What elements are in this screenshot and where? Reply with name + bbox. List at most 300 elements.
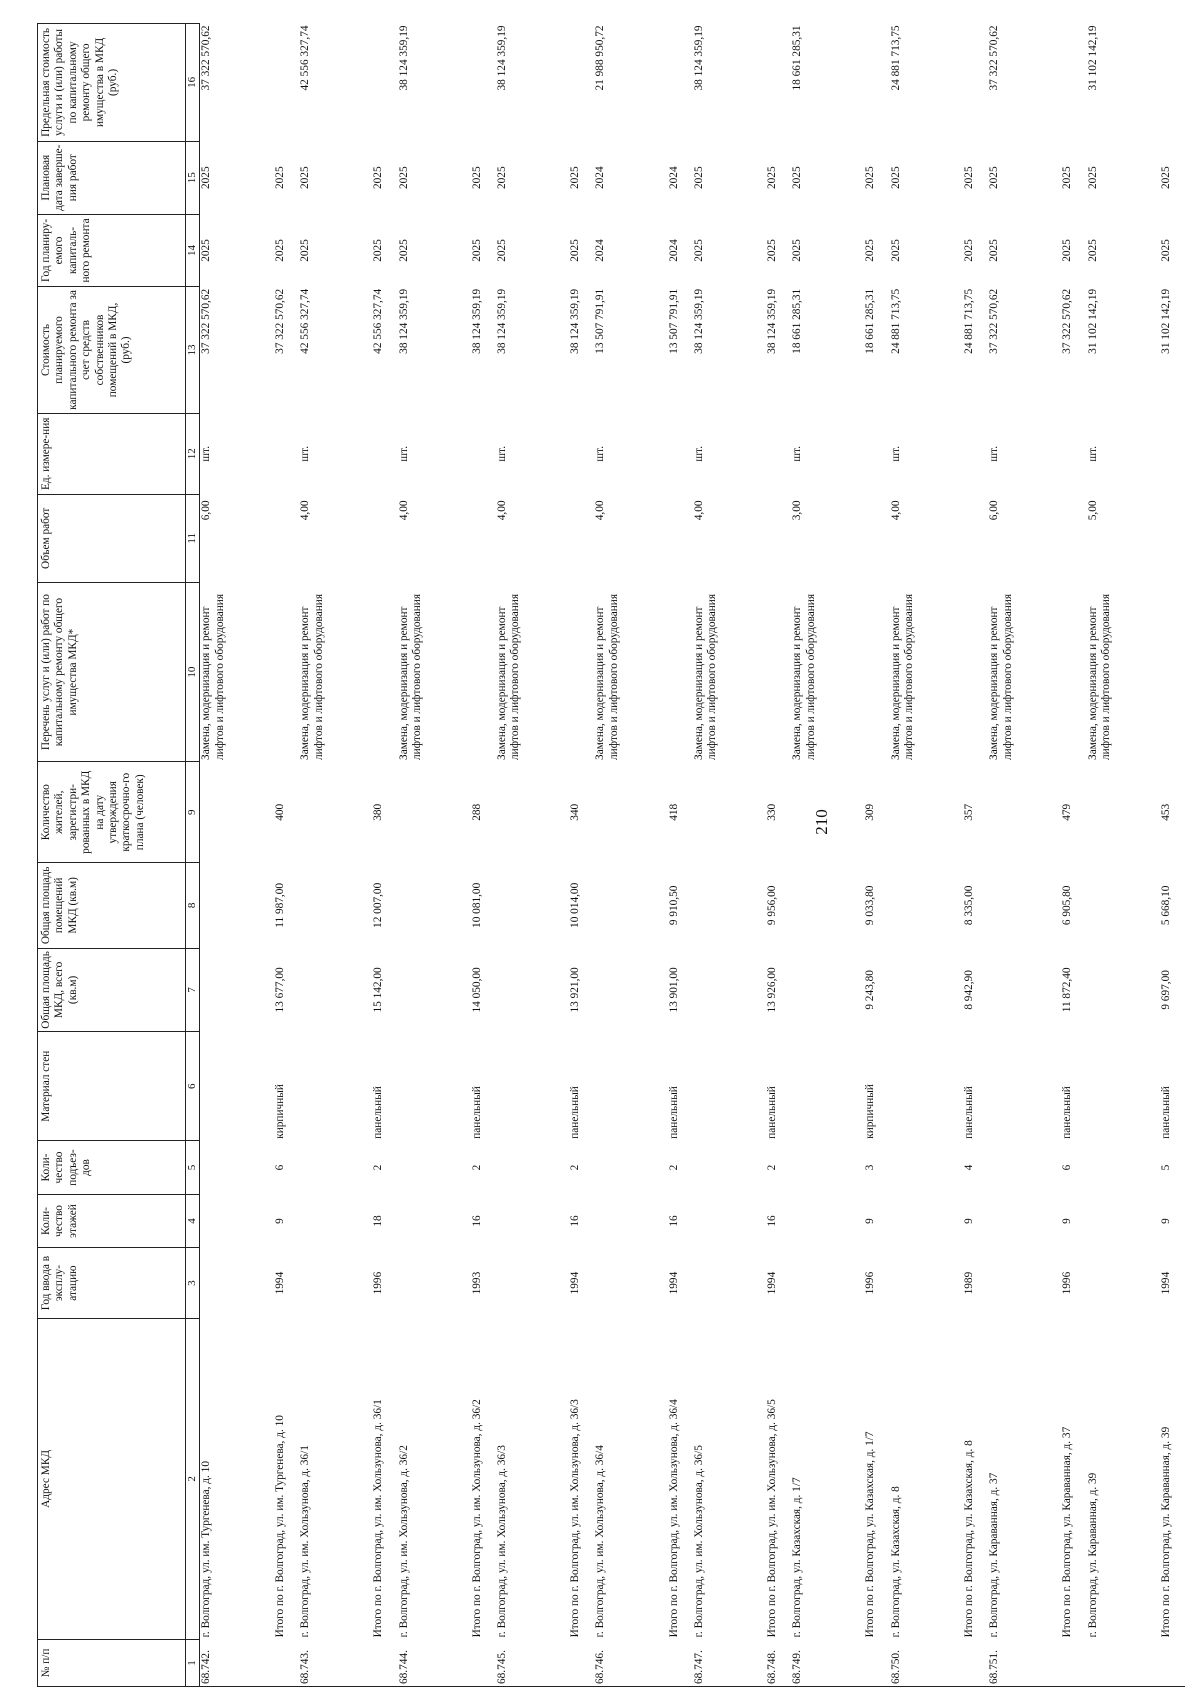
cell-col-6: [448, 1032, 471, 1141]
cell-col-10: [274, 582, 299, 762]
cell-col-5: 4: [962, 1164, 975, 1171]
cell-col-14: 2024: [594, 239, 607, 262]
cell-col-11: [645, 494, 668, 582]
cell-col-1: [547, 1639, 570, 1686]
cell-col-5: [645, 1141, 668, 1195]
cell-col-9: [890, 762, 941, 863]
table-row: [299, 24, 350, 1687]
column-header-2: Адрес МКД: [38, 1318, 186, 1639]
cell-col-16: 18 661 285,31: [791, 25, 804, 91]
cell-col-3: 1994: [273, 1271, 286, 1295]
cell-col-6: [547, 1032, 570, 1141]
cell-col-8: [547, 863, 570, 949]
cell-col-8: [299, 863, 350, 949]
cell-col-13: 31 102 142,19: [1159, 288, 1172, 354]
table-row: [693, 24, 744, 1687]
cell-col-7: [645, 948, 668, 1031]
cell-col-6: [842, 1032, 865, 1141]
cell-col-4: 16: [766, 1215, 779, 1227]
cell-col-13: 24 881 713,75: [889, 288, 902, 354]
cell-col-3: 1994: [1159, 1271, 1172, 1295]
cell-col-7: [791, 948, 842, 1031]
cell-col-11: [372, 494, 397, 582]
cell-col-7: [251, 948, 274, 1031]
cell-col-1: [1061, 1639, 1086, 1686]
cell-col-9: 418: [667, 803, 680, 821]
cell-col-3: [693, 1248, 744, 1319]
cell-col-3: 1993: [470, 1271, 483, 1295]
column-number-row: [186, 24, 200, 1687]
cell-col-10: Замена, модернизация и ремонт лифтов и лифтового оборудования: [692, 593, 719, 760]
cell-col-2: Итого по г. Волгоград, ул. им. Хользунова, д. 36/4: [667, 1399, 680, 1638]
cell-col-2: Итого по г. Волгоград, ул. им. Хользунова, д. 36/1: [372, 1399, 385, 1638]
cell-col-12: [547, 413, 570, 494]
column-number-7: 7: [186, 948, 200, 1031]
cell-col-7: [594, 948, 645, 1031]
cell-col-2: г. Волгоград, ул. им. Хользунова, д. 36/4: [594, 1445, 607, 1638]
cell-col-16: 37 322 570,62: [200, 25, 213, 91]
cell-col-1: [1039, 1639, 1062, 1686]
cell-col-1: [372, 1639, 397, 1686]
cell-col-15: 2025: [791, 166, 804, 189]
cell-col-11: [743, 494, 766, 582]
cell-col-8: 8 335,00: [962, 885, 975, 926]
cell-col-6: кирпичный: [864, 1084, 877, 1139]
cell-col-13: [547, 287, 570, 413]
cell-col-12: шт.: [496, 445, 509, 462]
cell-col-15: 2025: [1061, 166, 1074, 189]
table-row: [1160, 24, 1185, 1687]
cell-col-4: [890, 1194, 941, 1248]
cell-col-3: 1994: [569, 1271, 582, 1295]
cell-col-9: [200, 762, 251, 863]
cell-col-1: [251, 1639, 274, 1686]
cell-col-8: [1087, 863, 1138, 949]
cell-col-6: панельный: [569, 1086, 582, 1139]
cell-col-13: 37 322 570,62: [200, 288, 213, 354]
cell-col-15: [547, 141, 570, 214]
cell-col-8: [940, 863, 963, 949]
cell-col-14: 2025: [569, 239, 582, 262]
cell-col-12: шт.: [200, 445, 213, 462]
cell-col-9: [842, 762, 865, 863]
column-number-12: 12: [186, 413, 200, 494]
cell-col-14: 2025: [273, 239, 286, 262]
cell-col-8: 12 007,00: [372, 882, 385, 928]
cell-col-2: г. Волгоград, ул. Караванная, д. 39: [1086, 1472, 1099, 1638]
cell-col-12: [569, 413, 594, 494]
table-body: [200, 24, 1185, 1687]
column-header-13: Стоимость планируемого капитального ремонта за счет средств собственников помещений в МКД, (руб.): [38, 287, 186, 413]
cell-col-8: [791, 863, 842, 949]
cell-col-1: [668, 1639, 693, 1686]
cell-col-10: [645, 582, 668, 762]
cell-col-10: [940, 582, 963, 762]
cell-col-3: 1996: [1061, 1271, 1074, 1295]
cell-col-8: [398, 863, 449, 949]
cell-col-2: г. Волгоград, ул. им. Хользунова, д. 36/1: [299, 1445, 312, 1638]
cell-col-10: Замена, модернизация и ремонт лифтов и лифтового оборудования: [299, 593, 325, 760]
column-header-4: Коли-чество этажей: [38, 1194, 186, 1248]
table-row: [251, 24, 274, 1687]
cell-col-14: [1039, 214, 1062, 287]
cell-col-14: 2025: [372, 239, 385, 262]
cell-col-6: кирпичный: [273, 1084, 286, 1139]
cell-col-1: [864, 1639, 889, 1686]
cell-col-4: [594, 1194, 645, 1248]
cell-col-7: [496, 948, 547, 1031]
cell-col-11: [274, 494, 299, 582]
cell-col-13: 38 124 359,19: [470, 288, 483, 354]
cell-col-1: 68.744.: [398, 1639, 449, 1686]
column-header-15: Плановая дата заверше-ния работ: [38, 141, 186, 214]
column-header-8: Общая площадь помещений МКД (кв.м): [38, 863, 186, 949]
cell-col-3: [251, 1248, 274, 1319]
cell-col-16: 21 988 950,72: [594, 25, 607, 91]
cell-col-12: шт.: [692, 445, 705, 462]
cell-col-8: [496, 863, 547, 949]
cell-col-5: 2: [766, 1164, 779, 1171]
cell-col-7: 13 677,00: [273, 967, 286, 1013]
cell-col-5: [1137, 1141, 1160, 1195]
cell-col-12: [274, 413, 299, 494]
cell-col-7: [940, 948, 963, 1031]
cell-col-13: [1137, 287, 1160, 413]
cell-col-9: [1087, 762, 1138, 863]
cell-col-2: [448, 1318, 471, 1639]
cell-col-10: [448, 582, 471, 762]
cell-col-2: Итого по г. Волгоград, ул. Казахская, д. 1/7: [864, 1431, 877, 1638]
cell-col-11: [1137, 494, 1160, 582]
cell-col-2: [842, 1318, 865, 1639]
cell-col-7: [693, 948, 744, 1031]
cell-col-5: 2: [569, 1164, 582, 1171]
cell-col-10: [864, 582, 889, 762]
cell-col-5: [547, 1141, 570, 1195]
cell-col-16: [645, 24, 668, 142]
cell-col-13: 42 556 327,74: [299, 288, 312, 354]
cell-col-1: [963, 1639, 988, 1686]
cell-col-9: [350, 762, 373, 863]
cell-col-8: [251, 863, 274, 949]
cell-col-9: [693, 762, 744, 863]
cell-col-2: Итого по г. Волгоград, ул. им. Хользунова, д. 36/5: [766, 1399, 779, 1638]
cell-col-10: [1137, 582, 1160, 762]
cell-col-9: [940, 762, 963, 863]
cell-col-11: [668, 494, 693, 582]
table-row: [645, 24, 668, 1687]
column-header-9: Количество жителей, зарегистри-рованных в МКД на дату утверждения краткосрочно-го плана (человек): [38, 762, 186, 863]
cell-col-3: [791, 1248, 842, 1319]
cell-col-13: 18 661 285,31: [864, 288, 877, 354]
cell-col-4: 16: [667, 1215, 680, 1227]
cell-col-12: [743, 413, 766, 494]
column-header-10: Перечень услуг и (или) работ по капитальному ремонту общего имущества МКД*: [38, 582, 186, 762]
table-row: [471, 24, 496, 1687]
cell-col-10: [350, 582, 373, 762]
capital-repair-table: [37, 23, 1185, 1687]
cell-col-13: 38 124 359,19: [692, 288, 705, 354]
cell-col-6: [890, 1032, 941, 1141]
table-row: [1087, 24, 1138, 1687]
cell-col-4: [988, 1194, 1039, 1248]
cell-col-15: [743, 141, 766, 214]
cell-col-14: 2025: [791, 239, 804, 262]
cell-col-13: 38 124 359,19: [496, 288, 509, 354]
cell-col-15: [645, 141, 668, 214]
cell-col-2: Итого по г. Волгоград, ул. им. Хользунова, д. 36/3: [569, 1399, 582, 1638]
cell-col-3: [496, 1248, 547, 1319]
column-header-3: Год ввода в эксплу-атацию: [38, 1248, 186, 1319]
cell-col-2: [251, 1318, 274, 1639]
cell-col-11: 5,00: [1086, 500, 1099, 521]
cell-col-2: Итого по г. Волгоград, ул. им. Хользунова, д. 36/2: [470, 1399, 483, 1638]
cell-col-12: [645, 413, 668, 494]
cell-col-5: [594, 1141, 645, 1195]
cell-col-16: 24 881 713,75: [889, 25, 902, 91]
cell-col-11: 3,00: [791, 500, 804, 521]
cell-col-13: [251, 287, 274, 413]
cell-col-3: 1994: [667, 1271, 680, 1295]
cell-col-3: 1994: [766, 1271, 779, 1295]
cell-col-13: [350, 287, 373, 413]
cell-col-16: 31 102 142,19: [1086, 25, 1099, 91]
cell-col-9: [791, 762, 842, 863]
cell-col-16: [448, 24, 471, 142]
table-row: [864, 24, 889, 1687]
cell-col-11: [842, 494, 865, 582]
cell-col-1: [1087, 1639, 1138, 1686]
table-row: [668, 24, 693, 1687]
cell-col-16: 38 124 359,19: [692, 25, 705, 91]
cell-col-6: [791, 1032, 842, 1141]
cell-col-5: 5: [1159, 1164, 1172, 1171]
cell-col-5: [940, 1141, 963, 1195]
cell-col-12: шт.: [791, 445, 804, 462]
cell-col-13: 37 322 570,62: [1061, 288, 1074, 354]
cell-col-4: [251, 1194, 274, 1248]
cell-col-1: [940, 1639, 963, 1686]
cell-col-14: 2025: [200, 239, 213, 262]
cell-col-9: 479: [1061, 803, 1074, 821]
cell-col-10: [471, 582, 496, 762]
cell-col-14: 2025: [1061, 239, 1074, 262]
cell-col-14: 2025: [962, 239, 975, 262]
cell-col-16: [963, 24, 988, 142]
cell-col-8: [988, 863, 1039, 949]
cell-col-12: шт.: [397, 445, 410, 462]
cell-col-7: [350, 948, 373, 1031]
cell-col-12: [1137, 413, 1160, 494]
cell-col-14: [251, 214, 274, 287]
cell-col-11: [471, 494, 496, 582]
cell-col-13: 18 661 285,31: [791, 288, 804, 354]
cell-col-3: [448, 1248, 471, 1319]
cell-col-9: [743, 762, 766, 863]
cell-col-10: Замена, модернизация и ремонт лифтов и лифтового оборудования: [496, 593, 522, 760]
cell-col-1: 68.750.: [890, 1639, 941, 1686]
cell-col-5: 2: [667, 1164, 680, 1171]
cell-col-16: 42 556 327,74: [299, 25, 312, 91]
column-header-11: Объем работ: [38, 494, 186, 582]
cell-col-4: 9: [273, 1218, 286, 1224]
cell-col-14: [743, 214, 766, 287]
cell-col-11: [1061, 494, 1086, 582]
column-header-1: № п/п: [38, 1639, 186, 1686]
cell-col-6: панельный: [766, 1086, 779, 1139]
column-number-8: 8: [186, 863, 200, 949]
table-row: [988, 24, 1039, 1687]
cell-col-2: г. Волгоград, ул. им. Хользунова, д. 36/3: [496, 1445, 509, 1638]
cell-col-1: 68.749.: [791, 1639, 842, 1686]
cell-col-6: панельный: [962, 1086, 975, 1139]
cell-col-15: 2025: [273, 166, 286, 189]
cell-col-5: [693, 1141, 744, 1195]
cell-col-1: 68.751.: [988, 1639, 1039, 1686]
table-row: [1137, 24, 1160, 1687]
cell-col-4: 9: [1061, 1218, 1074, 1224]
cell-col-11: [1039, 494, 1062, 582]
cell-col-3: [890, 1248, 941, 1319]
column-number-13: 13: [186, 287, 200, 413]
cell-col-16: [1137, 24, 1160, 142]
cell-col-12: шт.: [988, 445, 1001, 462]
cell-col-16: [1061, 24, 1086, 142]
cell-col-15: 2025: [766, 166, 779, 189]
cell-col-10: [1039, 582, 1062, 762]
table-row: [496, 24, 547, 1687]
cell-col-7: [1087, 948, 1138, 1031]
cell-col-1: [1160, 1639, 1185, 1686]
cell-col-4: [398, 1194, 449, 1248]
cell-col-7: [299, 948, 350, 1031]
cell-col-11: [251, 494, 274, 582]
column-header-12: Ед. измере-ния: [38, 413, 186, 494]
table-row: [350, 24, 373, 1687]
cell-col-14: [940, 214, 963, 287]
cell-col-4: [448, 1194, 471, 1248]
cell-col-8: [743, 863, 766, 949]
cell-col-2: [1137, 1318, 1160, 1639]
cell-col-12: шт.: [299, 445, 312, 462]
cell-col-16: [350, 24, 373, 142]
page-number: 210: [812, 809, 831, 835]
cell-col-5: [1087, 1141, 1138, 1195]
cell-col-12: шт.: [889, 445, 902, 462]
cell-col-7: [842, 948, 865, 1031]
cell-col-13: [448, 287, 471, 413]
cell-col-13: 24 881 713,75: [962, 288, 975, 354]
cell-col-16: 38 124 359,19: [496, 25, 509, 91]
cell-col-15: 2024: [667, 166, 680, 189]
cell-col-5: [743, 1141, 766, 1195]
column-header-5: Коли-чество подъез-дов: [38, 1141, 186, 1195]
column-number-9: 9: [186, 762, 200, 863]
cell-col-7: [398, 948, 449, 1031]
cell-col-3: [1039, 1248, 1062, 1319]
cell-col-11: 4,00: [397, 500, 410, 521]
table-row: [963, 24, 988, 1687]
cell-col-8: [890, 863, 941, 949]
cell-col-10: [766, 582, 791, 762]
cell-col-1: [645, 1639, 668, 1686]
cell-col-3: [594, 1248, 645, 1319]
cell-col-1: 68.746.: [594, 1639, 645, 1686]
cell-col-8: 9 910,50: [667, 885, 680, 926]
cell-col-10: [842, 582, 865, 762]
cell-col-9: [299, 762, 350, 863]
cell-col-14: 2025: [766, 239, 779, 262]
table-row: [890, 24, 941, 1687]
cell-col-16: [372, 24, 397, 142]
cell-col-14: 2025: [397, 239, 410, 262]
cell-col-5: [842, 1141, 865, 1195]
cell-col-10: [547, 582, 570, 762]
cell-col-16: [842, 24, 865, 142]
cell-col-16: [274, 24, 299, 142]
cell-col-13: 42 556 327,74: [372, 288, 385, 354]
cell-col-11: [547, 494, 570, 582]
cell-col-14: 2025: [299, 239, 312, 262]
cell-col-8: [350, 863, 373, 949]
cell-col-7: [1137, 948, 1160, 1031]
cell-col-13: 38 124 359,19: [397, 288, 410, 354]
cell-col-15: 2025: [692, 166, 705, 189]
cell-col-9: 330: [766, 803, 779, 821]
cell-col-11: 4,00: [496, 500, 509, 521]
cell-col-7: [743, 948, 766, 1031]
cell-col-11: [963, 494, 988, 582]
cell-col-2: г. Волгоград, ул. им. Тургенева, д. 10: [200, 1461, 213, 1638]
cell-col-14: [1137, 214, 1160, 287]
cell-col-15: 2025: [470, 166, 483, 189]
cell-col-10: [1061, 582, 1086, 762]
cell-col-4: [496, 1194, 547, 1248]
cell-col-6: [988, 1032, 1039, 1141]
column-number-15: 15: [186, 141, 200, 214]
cell-col-4: 9: [864, 1218, 877, 1224]
table-row: [940, 24, 963, 1687]
column-number-11: 11: [186, 494, 200, 582]
cell-col-9: 400: [273, 803, 286, 821]
cell-col-16: [251, 24, 274, 142]
cell-col-16: [864, 24, 889, 142]
cell-col-8: 9 956,00: [766, 885, 779, 926]
cell-col-9: 357: [962, 803, 975, 821]
cell-col-13: 38 124 359,19: [569, 288, 582, 354]
cell-col-5: 3: [864, 1164, 877, 1171]
column-number-2: 2: [186, 1318, 200, 1639]
cell-col-12: [471, 413, 496, 494]
cell-col-14: 2025: [864, 239, 877, 262]
cell-col-12: [448, 413, 471, 494]
cell-col-14: [547, 214, 570, 287]
cell-col-4: [200, 1194, 251, 1248]
cell-col-15: 2024: [594, 166, 607, 189]
column-header-7: Общая площадь МКД, всего (кв.м): [38, 948, 186, 1031]
cell-col-15: 2025: [962, 166, 975, 189]
cell-col-7: 15 142,00: [372, 967, 385, 1013]
cell-col-2: [645, 1318, 668, 1639]
column-number-3: 3: [186, 1248, 200, 1319]
cell-col-13: 37 322 570,62: [273, 288, 286, 354]
cell-col-8: 10 014,00: [569, 882, 582, 928]
cell-col-10: [743, 582, 766, 762]
cell-col-6: [743, 1032, 766, 1141]
cell-col-12: [864, 413, 889, 494]
cell-col-15: [940, 141, 963, 214]
table-row: [274, 24, 299, 1687]
